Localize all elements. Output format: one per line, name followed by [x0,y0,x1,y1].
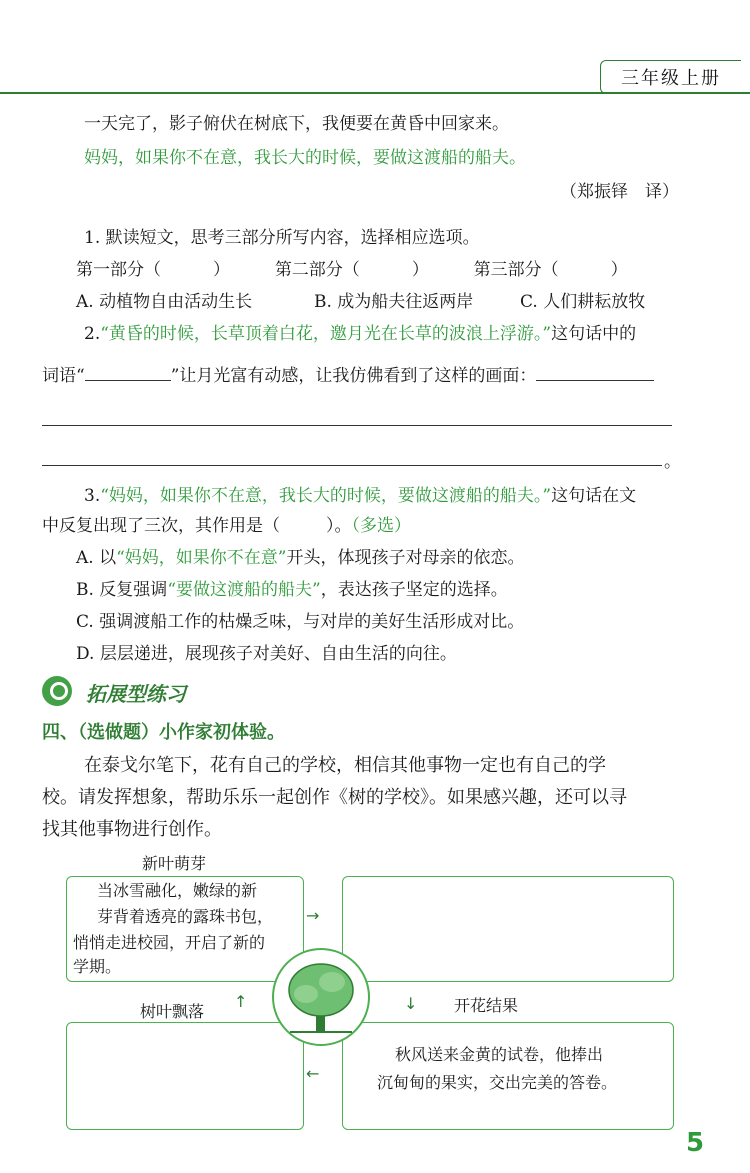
grade-label: 三年级上册 [600,60,741,94]
label-leaf-fall: 树叶飘落 [140,1002,205,1021]
magnifier-icon [42,676,72,706]
passage-line-2: 妈妈，如果你不在意，我长大的时候，要做这渡船的船夫。 [84,148,526,168]
q4-paragraph-3: 找其他事物进行创作。 [42,819,222,840]
q3-option-a: A. 以“妈妈，如果你不在意”开头，体现孩子对母亲的依恋。 [76,548,525,568]
q1-part2-label: 第二部分（ [274,260,360,280]
q2-answer-line-2[interactable] [42,425,672,426]
q1-option-c: C. 人们耕耘放牧 [520,292,646,312]
q2-answer-blank-1[interactable] [536,362,654,381]
box-blossom-fruit: 秋风送来金黄的试卷，他捧出 沉甸甸的果实，交出完美的答卷。 [342,1022,674,1130]
q3-line-2: 中反复出现了三次，其作用是（ ）。（多选） [42,516,411,536]
q2-quote: “黄昏的时候，长草顶着白花，邀月光在长草的波浪上浮游。” [100,324,552,344]
q1-part3-label: 第三部分（ [473,260,559,280]
tree-icon [270,946,372,1048]
label-new-bud: 新叶萌芽 [142,854,207,873]
section-title: 拓展型练习 [86,682,186,706]
q4-paragraph-1: 在泰戈尔笔下，花有自己的学校，相信其他事物一定也有自己的学 [84,755,606,776]
page-number: 5 [686,1128,705,1158]
q4-heading: 四、（选做题）小作家初体验。 [42,722,285,743]
q1-parts: 第一部分（ ） 第二部分（ ） 第三部分（ ） [76,260,628,280]
passage-line-1: 一天完了，影子俯伏在树底下，我便要在黄昏中回家来。 [84,114,509,134]
q1-option-b: B. 成为船夫往返两岸 [314,292,474,312]
arrow-right-icon: → [306,906,320,925]
q2-answer-line-3[interactable] [42,465,662,466]
arrow-down-icon: ↓ [404,994,418,1013]
passage-credit: （郑振铎 译） [560,182,679,202]
q4-paragraph-2: 校。请发挥想象，帮助乐乐一起创作《树的学校》。如果感兴趣，还可以寻 [42,787,627,808]
q3-line-1: 3.“妈妈，如果你不在意，我长大的时候，要做这渡船的船夫。”这句话在文 [84,486,637,506]
arrow-left-icon: ← [306,1064,320,1083]
q2-line-2: 词语“ ”让月光富有动感，让我仿佛看到了这样的画面： [42,362,654,388]
q2-word-blank[interactable] [85,362,171,381]
q3-option-c: C. 强调渡船工作的枯燥乏味，与对岸的美好生活形成对比。 [76,612,525,632]
box-leaf-unfold[interactable] [342,876,674,982]
q2-end-mark: 。 [664,452,681,472]
q2-line-1: 2.“黄昏的时候，长草顶着白花，邀月光在长草的波浪上浮游。”这句话中的 [84,324,637,344]
q1-option-a: A. 动植物自由活动生长 [76,292,253,312]
q1-part1-label: 第一部分（ [76,260,161,280]
label-blossom-fruit: 开花结果 [454,996,519,1015]
box-new-bud: 当冰雪融化，嫩绿的新 芽背着透亮的露珠书包， 悄悄走进校园，开启了新的 学期。 [66,876,304,982]
q1-stem: 1. 默读短文，思考三部分所写内容，选择相应选项。 [84,228,480,248]
arrow-up-icon: ↑ [234,992,248,1011]
q3-quote: “妈妈，如果你不在意，我长大的时候，要做这渡船的船夫。” [100,486,552,506]
box-leaf-fall[interactable] [66,1022,304,1130]
header-rule [0,92,750,94]
q3-option-b: B. 反复强调“要做这渡船的船夫”，表达孩子坚定的选择。 [76,580,508,600]
q3-option-d: D. 层层递进，展现孩子对美好、自由生活的向往。 [76,644,457,664]
